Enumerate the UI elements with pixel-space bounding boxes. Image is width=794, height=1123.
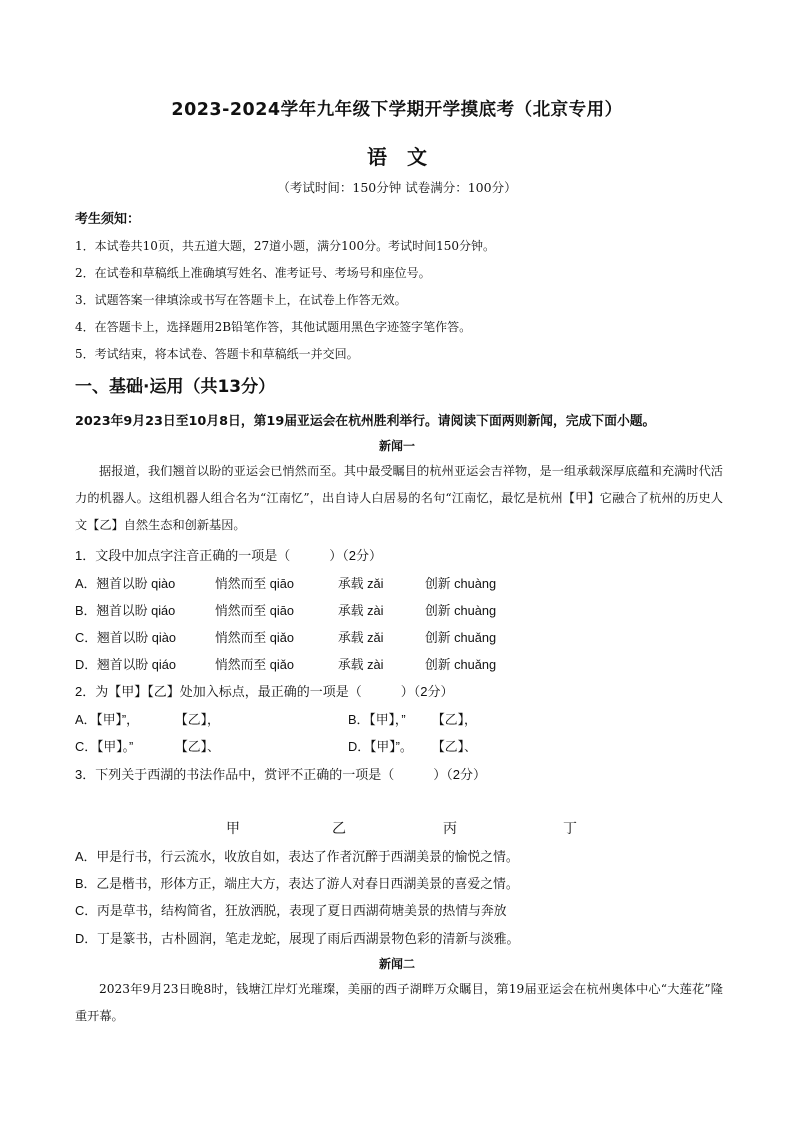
- notice-item: 1．本试卷共10页，共五道大题，27道小题，满分100分。考试时间150分钟。: [75, 239, 495, 253]
- option-part: 悄然而至 qiǎo: [215, 657, 294, 672]
- question-2-option-b-part: 【乙】，: [432, 712, 477, 727]
- section-intro: 2023年9月23日至10月8日，第19届亚运会在杭州胜利举行。请阅读下面两则新闻，完成下面小题。: [75, 414, 656, 429]
- notice-item: 4．在答题卡上，选择题用2B铅笔作答，其他试题用黑色字迹签字笔作答。: [75, 320, 472, 334]
- exam-title: 2023-2024学年九年级下学期开学摸底考（北京专用）: [171, 100, 623, 120]
- subject-title: [0, 141, 794, 170]
- question-2-option-c: C．【甲】。”: [75, 739, 134, 754]
- option-part: 创新 chuàng: [425, 603, 497, 618]
- subject-char-1: 语: [367, 145, 387, 169]
- news1-paragraph: 据报道，我们翘首以盼的亚运会已悄然而至。其中最受瞩目的杭州亚运会吉祥物，是一组承载深厚底蕴和充满时代活力的机器人。这组机器人组合名为“江南忆”，出自诗人白居易的名句“江南忆，最忆是杭州【甲】它融合了杭州的历史人文【乙】自然生态和创新基因。: [75, 464, 723, 532]
- option-part: C．翘首以盼 qiào: [75, 630, 176, 645]
- question-1-stem: 1．文段中加点字注音正确的一项是（ ）（2分）: [75, 548, 382, 563]
- option-part: 承载 zài: [338, 603, 384, 618]
- calligraphy-label-bing: 丙: [443, 820, 457, 836]
- news2-heading: 新闻二: [378, 957, 415, 971]
- notice-item: 3．试题答案一律填涂或书写在答题卡上，在试卷上作答无效。: [75, 293, 407, 307]
- option-part: 创新 chuǎng: [425, 630, 497, 645]
- calligraphy-label-ding: 丁: [563, 820, 577, 836]
- calligraphy-label-jia: 甲: [226, 820, 240, 836]
- option-part: 悄然而至 qiāo: [215, 603, 294, 618]
- news1-heading: 新闻一: [378, 439, 415, 453]
- question-3-option-c: C．丙是草书，结构简省，狂放洒脱，表现了夏日西湖荷塘美景的热情与奔放: [75, 903, 507, 918]
- option-part: 创新 chuǎng: [425, 657, 497, 672]
- option-part: D．翘首以盼 qiáo: [75, 657, 176, 672]
- option-part: A．翘首以盼 qiào: [75, 576, 176, 591]
- option-part: B．翘首以盼 qiáo: [75, 603, 176, 618]
- calligraphy-label-yi: 乙: [332, 820, 346, 836]
- exam-info: （考试时间：150分钟 试卷满分：100分）: [277, 180, 517, 195]
- question-3-option-d: D．丁是篆书，古朴圆润，笔走龙蛇，展现了雨后西湖景物色彩的清新与淡雅。: [75, 931, 520, 946]
- option-part: 悄然而至 qiǎo: [215, 630, 294, 645]
- notice-item: 2．在试卷和草稿纸上准确填写姓名、准考证号、考场号和座位号。: [75, 266, 431, 280]
- question-2-option-d: D．【甲】”。: [348, 739, 413, 754]
- question-2-option-d-part: 【乙】、: [432, 739, 477, 754]
- notice-heading: 考生须知：: [75, 212, 141, 227]
- news2-paragraph: 2023年9月23日晚8时，钱塘江岸灯光璀璨，美丽的西子湖畔万众瞩目，第19届亚运会在杭州奥体中心“大莲花”隆重开幕。: [75, 982, 723, 1023]
- question-3-option-b: B．乙是楷书，形体方正，端庄大方，表达了游人对春日西湖美景的喜爱之情。: [75, 876, 519, 891]
- question-3-stem: 3．下列关于西湖的书法作品中，赏评不正确的一项是（ ）（2分）: [75, 767, 486, 782]
- question-2-option-a-part: 【乙】，: [175, 712, 220, 727]
- subject-char-2: 文: [407, 145, 427, 169]
- question-2-option-a: A．【甲】”，: [75, 712, 139, 727]
- question-2-stem: 2．为【甲】【乙】处加入标点，最正确的一项是（ ）（2分）: [75, 684, 454, 699]
- question-2-option-b: B．【甲】，”: [348, 712, 406, 727]
- option-part: 承载 zǎi: [338, 576, 384, 591]
- option-part: 创新 chuàng: [425, 576, 497, 591]
- question-2-option-c-part: 【乙】、: [175, 739, 220, 754]
- section-title: 一、基础·运用（共13分）: [75, 377, 276, 397]
- option-part: 承载 zài: [338, 657, 384, 672]
- notice-item: 5．考试结束，将本试卷、答题卡和草稿纸一并交回。: [75, 347, 359, 361]
- option-part: 悄然而至 qiāo: [215, 576, 294, 591]
- question-3-option-a: A．甲是行书，行云流水，收放自如，表达了作者沉醉于西湖美景的愉悦之情。: [75, 849, 519, 864]
- option-part: 承载 zǎi: [338, 630, 384, 645]
